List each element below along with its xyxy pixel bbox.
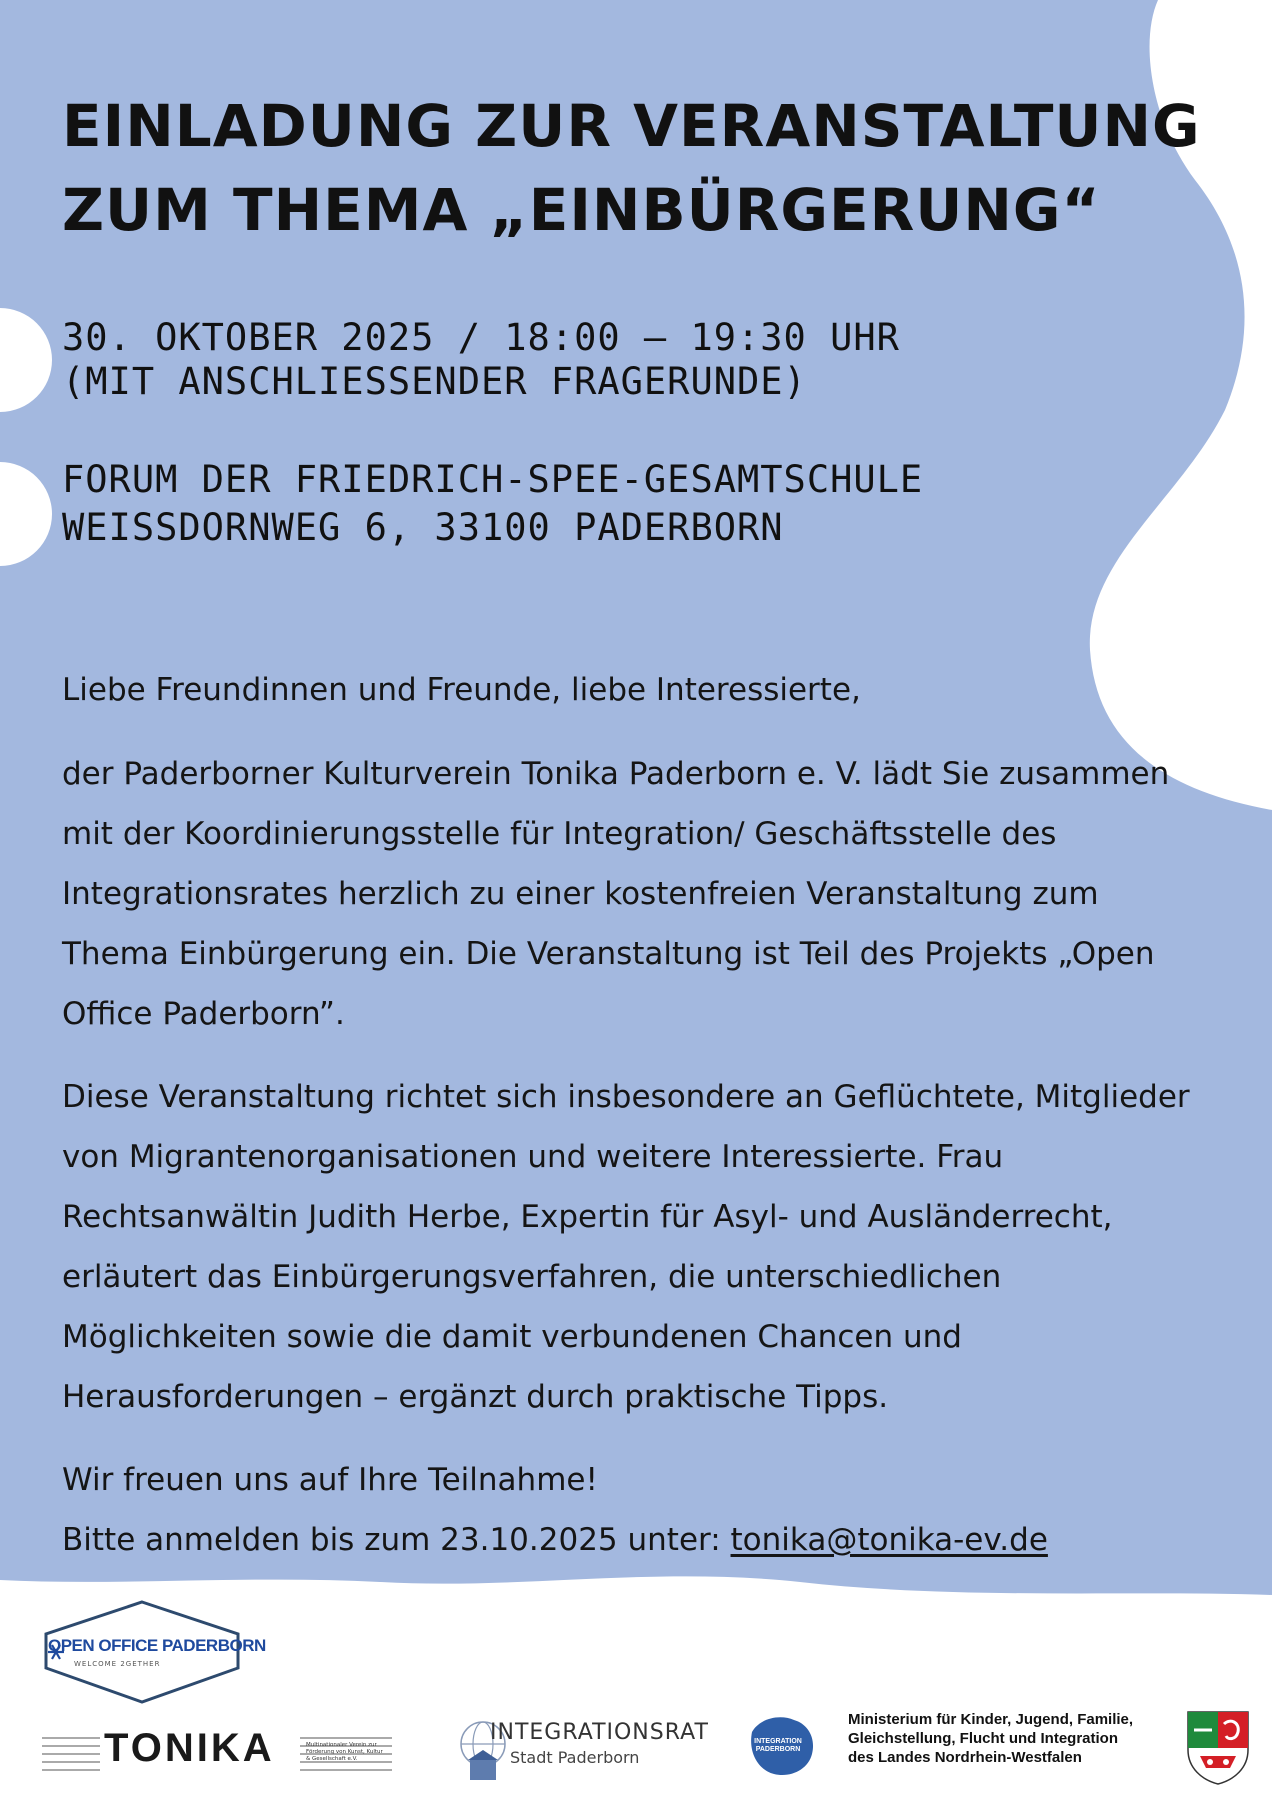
- location-address: WEISSDORNWEG 6, 33100 PADERBORN: [62, 506, 784, 549]
- paragraph-details: Diese Veranstaltung richtet sich insbesondere an Geflüchtete, Mitglieder von Migrantenorganisationen und weitere Interessierte. Frau Rechtsanwältin Judith Herbe, Expertin für Asyl- und Ausländerrecht, erläutert das Einbürgerungsverfahren, die unterschiedlichen Möglichkeiten sowie die damit verbundenen Chancen und Herausforderungen – ergänzt durch praktische Tipps.: [62, 1079, 1190, 1415]
- email-link[interactable]: tonika@tonika-ev.de: [730, 1522, 1048, 1558]
- title-line-2: ZUM THEMA „EINBÜRGERUNG“: [62, 176, 1101, 244]
- coat-of-arms-icon: [1186, 1710, 1250, 1786]
- signup-text: Bitte anmelden bis zum 23.10.2025 unter:: [62, 1522, 731, 1558]
- tonika-name: TONIKA: [104, 1726, 275, 1770]
- greeting: Liebe Freundinnen und Freunde, liebe Interessierte,: [62, 672, 861, 708]
- open-office-name: OPEN OFFICE PADERBORN: [48, 1636, 266, 1655]
- tonika-description: Multinationaler Verein zur Förderung von Kunst, Kultur & Gesellschaft e.V.: [306, 1742, 383, 1762]
- integration-paderborn-label: INTEGRATION PADERBORN: [754, 1738, 802, 1753]
- event-note: (MIT ANSCHLIESSENDER FRAGERUNDE): [62, 360, 807, 403]
- paragraph-invitation: der Paderborner Kulturverein Tonika Paderborn e. V. lädt Sie zusammen mit der Koordinierungsstelle für Integration/ Geschäftsstelle des Integrationsrates herzlich zu einer kostenfreien Veranstaltung zum Thema Einbürgerung ein. Die Veranstaltung ist Teil des Projekts „Open Office Paderborn”.: [62, 756, 1170, 1032]
- ministry-name: [848, 1710, 1133, 1767]
- ministry-line-2: Gleichstellung, Flucht und Integration: [848, 1730, 1118, 1747]
- event-date: 30. OKTOBER 2025 / 18:00 – 19:30 UHR: [62, 316, 900, 359]
- location-venue: FORUM DER FRIEDRICH-SPEE-GESAMTSCHULE: [62, 458, 924, 501]
- open-office-tagline: WELCOME 2GETHER: [74, 1660, 161, 1668]
- title-line-1: EINLADUNG ZUR VERANSTALTUNG: [62, 92, 1201, 160]
- integrationsrat-name: INTEGRATIONSRAT: [490, 1720, 709, 1745]
- signup-line: [62, 1510, 1212, 1570]
- ministry-line-3: des Landes Nordrhein-Westfalen: [848, 1749, 1082, 1766]
- ministry-line-1: Ministerium für Kinder, Jugend, Familie,: [848, 1711, 1134, 1728]
- integrationsrat-city: Stadt Paderborn: [510, 1748, 640, 1767]
- closing-line: Wir freuen uns auf Ihre Teilnahme!: [62, 1462, 598, 1498]
